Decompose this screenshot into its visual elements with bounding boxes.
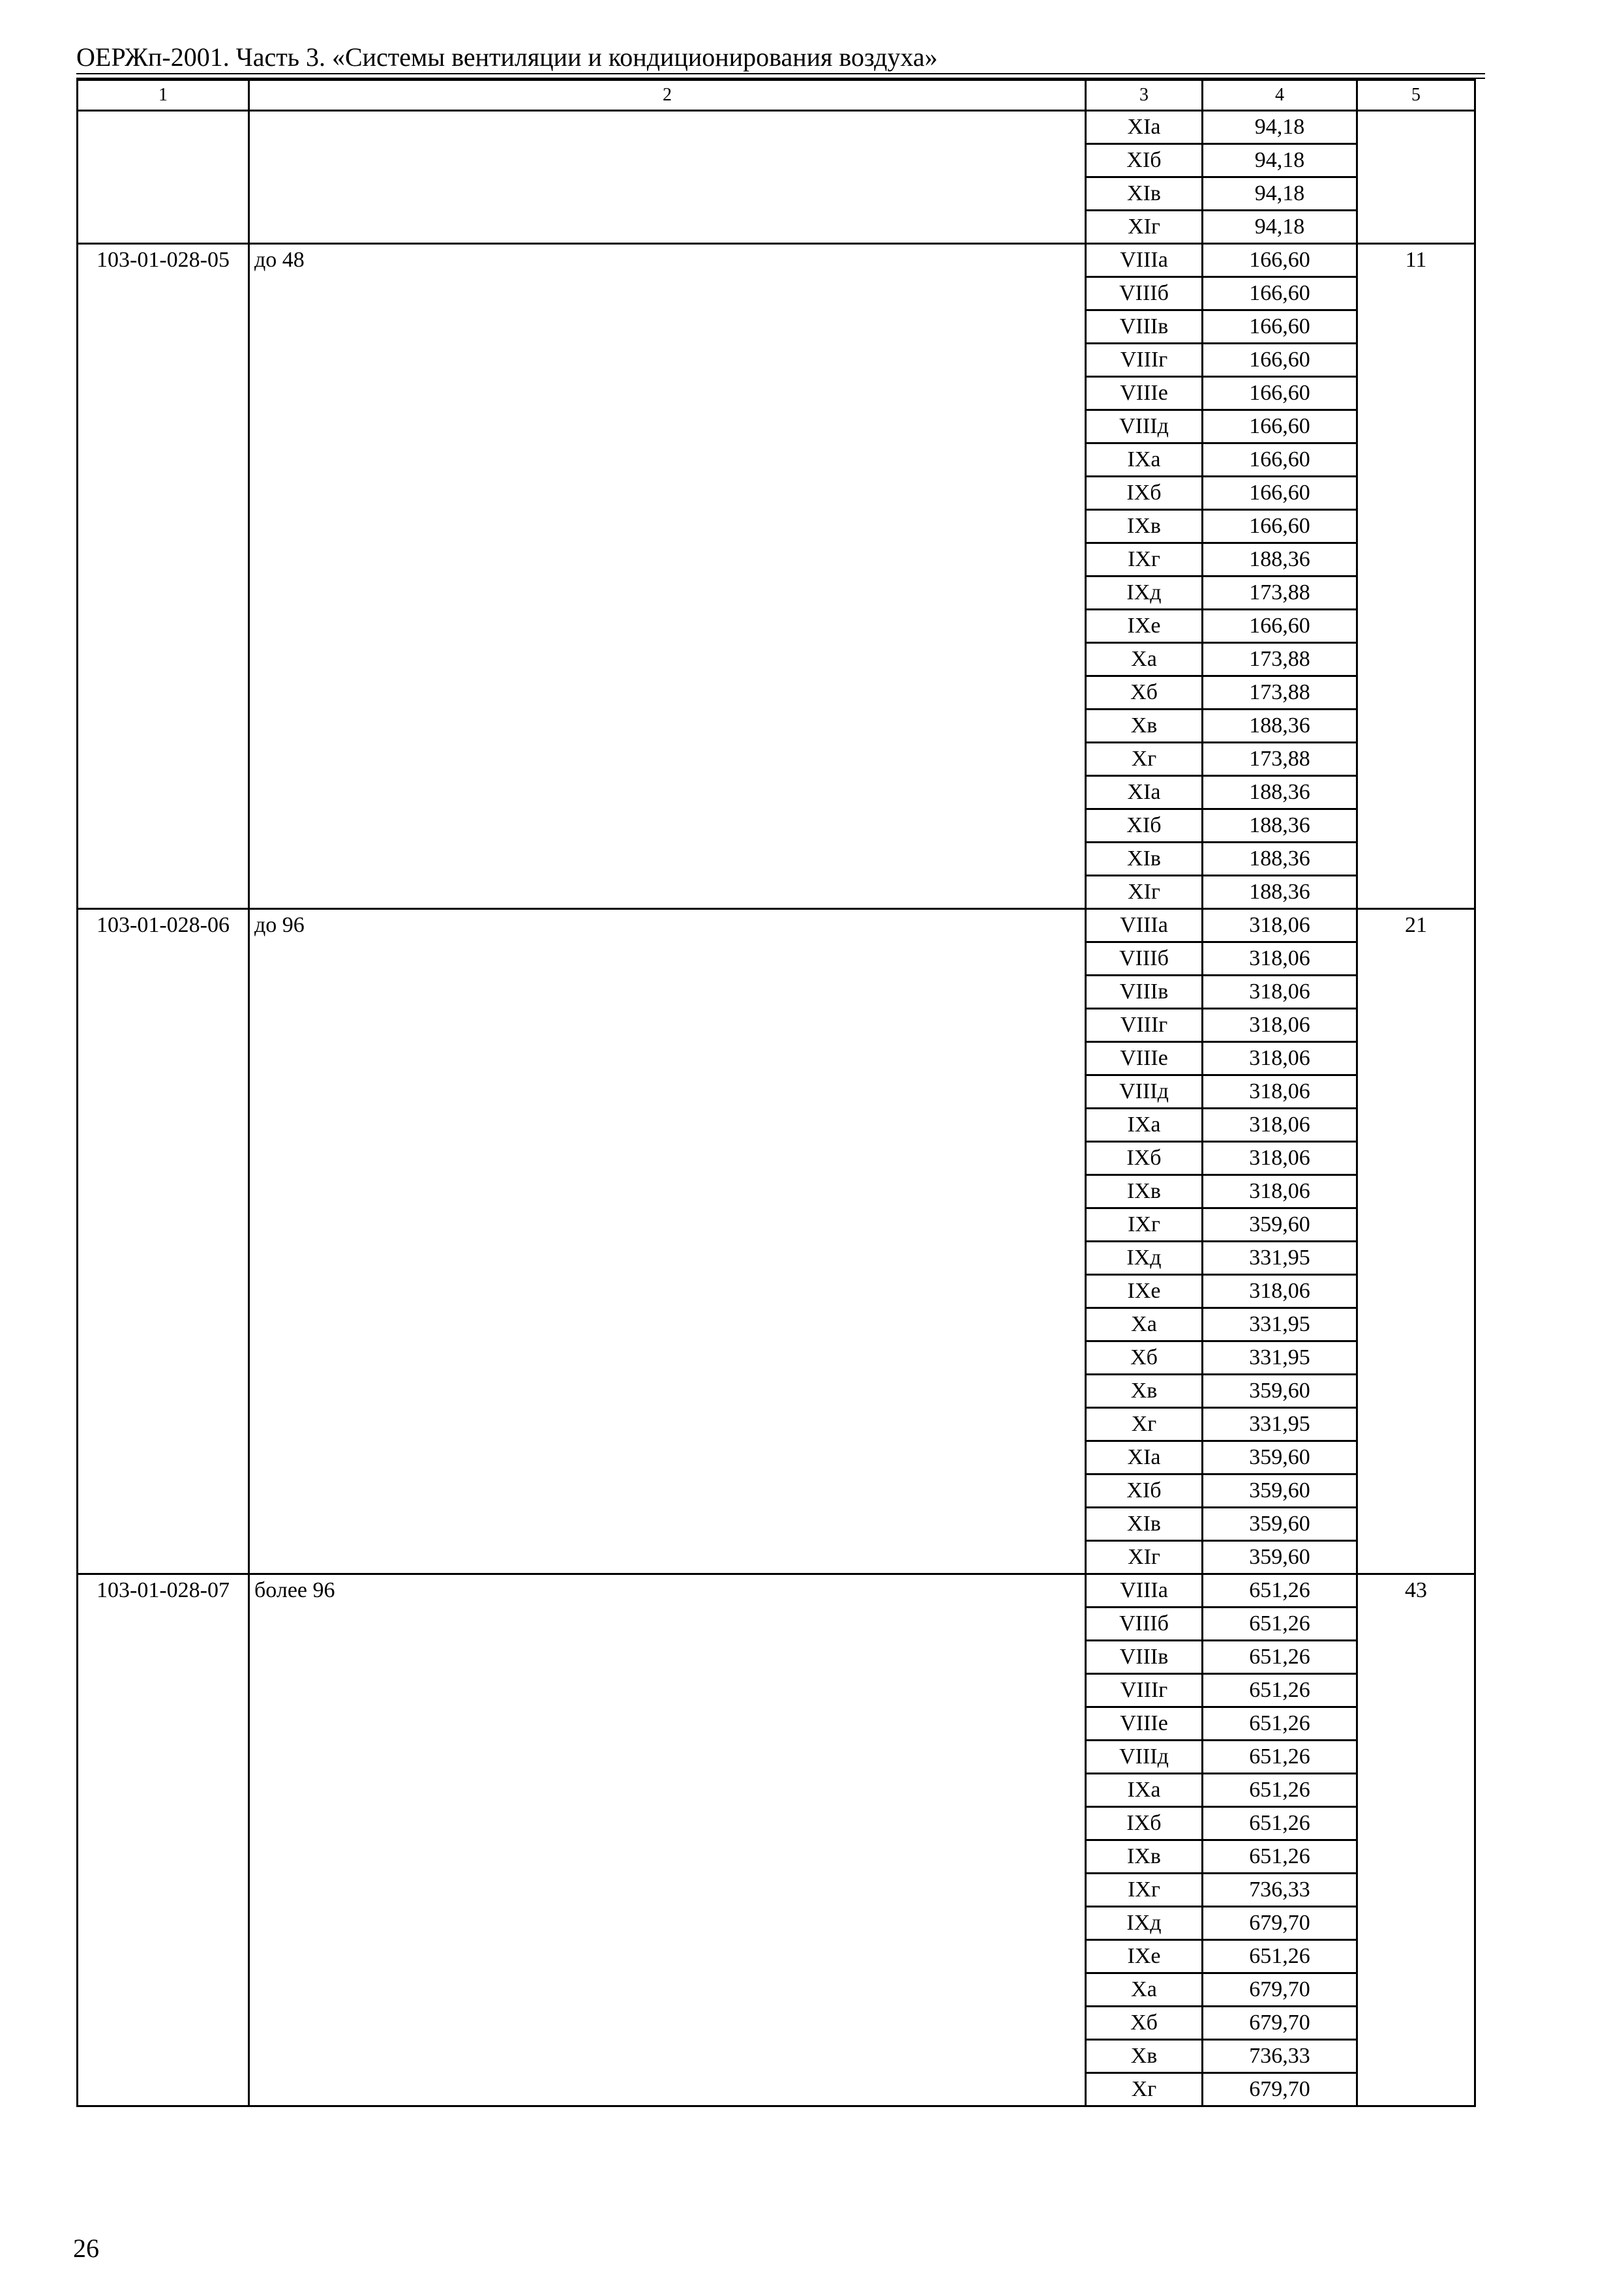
zone-cell: VIIIг xyxy=(1086,1674,1203,1707)
price-cell: 651,26 xyxy=(1203,1774,1357,1807)
price-cell: 318,06 xyxy=(1203,1275,1357,1308)
price-cell: 651,26 xyxy=(1203,1741,1357,1774)
price-cell: 166,60 xyxy=(1203,443,1357,477)
price-cell: 318,06 xyxy=(1203,976,1357,1009)
price-cell: 331,95 xyxy=(1203,1341,1357,1375)
price-cell: 736,33 xyxy=(1203,1874,1357,1907)
price-cell: 679,70 xyxy=(1203,2073,1357,2106)
zone-cell: VIIIв xyxy=(1086,310,1203,344)
price-cell: 318,06 xyxy=(1203,1175,1357,1208)
column5-value-cell: 11 xyxy=(1357,244,1475,909)
zone-cell: IXв xyxy=(1086,1840,1203,1874)
price-cell: 651,26 xyxy=(1203,1674,1357,1707)
price-cell: 736,33 xyxy=(1203,2040,1357,2073)
price-cell: 188,36 xyxy=(1203,843,1357,876)
zone-cell: XIа xyxy=(1086,776,1203,809)
zone-cell: Xв xyxy=(1086,710,1203,743)
price-cell: 679,70 xyxy=(1203,1907,1357,1940)
price-cell: 166,60 xyxy=(1203,277,1357,310)
column-header: 2 xyxy=(249,80,1086,111)
price-cell: 173,88 xyxy=(1203,576,1357,610)
price-cell: 188,36 xyxy=(1203,876,1357,909)
zone-cell: VIIIв xyxy=(1086,976,1203,1009)
zone-cell: IXг xyxy=(1086,543,1203,576)
price-cell: 166,60 xyxy=(1203,410,1357,443)
zone-cell: VIIIг xyxy=(1086,1009,1203,1042)
zone-cell: IXа xyxy=(1086,1109,1203,1142)
price-cell: 679,70 xyxy=(1203,1973,1357,2007)
zone-cell: XIв xyxy=(1086,177,1203,211)
price-cell: 359,60 xyxy=(1203,1441,1357,1474)
zone-cell: XIб xyxy=(1086,809,1203,843)
column-header: 1 xyxy=(78,80,249,111)
price-cell: 359,60 xyxy=(1203,1474,1357,1508)
price-cell: 173,88 xyxy=(1203,643,1357,676)
zone-cell: Xг xyxy=(1086,2073,1203,2106)
price-cell: 166,60 xyxy=(1203,510,1357,543)
zone-cell: IXв xyxy=(1086,1175,1203,1208)
zone-cell: IXе xyxy=(1086,1275,1203,1308)
zone-cell: VIIIе xyxy=(1086,1707,1203,1741)
price-cell: 188,36 xyxy=(1203,710,1357,743)
price-cell: 359,60 xyxy=(1203,1375,1357,1408)
price-cell: 679,70 xyxy=(1203,2007,1357,2040)
price-cell: 166,60 xyxy=(1203,344,1357,377)
column5-value-cell xyxy=(1357,111,1475,244)
zone-cell: XIг xyxy=(1086,876,1203,909)
column5-value-cell: 43 xyxy=(1357,1574,1475,2106)
zone-cell: VIIIд xyxy=(1086,1075,1203,1109)
zone-cell: VIIIе xyxy=(1086,377,1203,410)
zone-cell: IXб xyxy=(1086,1142,1203,1175)
zone-cell: XIв xyxy=(1086,1508,1203,1541)
zone-cell: VIIIа xyxy=(1086,1574,1203,1608)
item-code-cell: 103-01-028-06 xyxy=(78,909,249,1574)
zone-cell: VIIIг xyxy=(1086,344,1203,377)
zone-cell: Xа xyxy=(1086,1308,1203,1341)
zone-cell: XIа xyxy=(1086,1441,1203,1474)
column-header: 5 xyxy=(1357,80,1475,111)
price-cell: 318,06 xyxy=(1203,1109,1357,1142)
price-cell: 331,95 xyxy=(1203,1242,1357,1275)
zone-cell: IXв xyxy=(1086,510,1203,543)
zone-cell: IXб xyxy=(1086,1807,1203,1840)
zone-cell: IXб xyxy=(1086,477,1203,510)
table-row xyxy=(78,111,1475,144)
column5-value-cell: 21 xyxy=(1357,909,1475,1574)
rates-table xyxy=(76,79,1476,2107)
table-row xyxy=(78,909,1475,942)
zone-cell: XIб xyxy=(1086,144,1203,177)
zone-cell: Xв xyxy=(1086,1375,1203,1408)
price-cell: 651,26 xyxy=(1203,1574,1357,1608)
page-header-title: ОЕРЖп-2001. Часть 3. «Системы вентиляции и кондиционирования воздуха» xyxy=(76,42,938,72)
zone-cell: IXд xyxy=(1086,576,1203,610)
price-cell: 94,18 xyxy=(1203,211,1357,244)
price-cell: 359,60 xyxy=(1203,1541,1357,1574)
price-cell: 173,88 xyxy=(1203,743,1357,776)
price-cell: 318,06 xyxy=(1203,942,1357,976)
zone-cell: Xа xyxy=(1086,1973,1203,2007)
price-cell: 318,06 xyxy=(1203,1042,1357,1075)
price-cell: 188,36 xyxy=(1203,543,1357,576)
price-cell: 188,36 xyxy=(1203,776,1357,809)
page-number: 26 xyxy=(73,2234,99,2263)
price-cell: 331,95 xyxy=(1203,1308,1357,1341)
price-cell: 318,06 xyxy=(1203,1142,1357,1175)
item-description-cell: до 96 xyxy=(249,909,1086,1574)
price-cell: 651,26 xyxy=(1203,1940,1357,1973)
zone-cell: XIг xyxy=(1086,1541,1203,1574)
table-row xyxy=(78,1574,1475,1608)
zone-cell: VIIIа xyxy=(1086,909,1203,942)
price-cell: 166,60 xyxy=(1203,477,1357,510)
price-cell: 166,60 xyxy=(1203,377,1357,410)
zone-cell: VIIIв xyxy=(1086,1641,1203,1674)
price-cell: 94,18 xyxy=(1203,177,1357,211)
price-cell: 651,26 xyxy=(1203,1641,1357,1674)
zone-cell: Xб xyxy=(1086,2007,1203,2040)
price-cell: 166,60 xyxy=(1203,244,1357,277)
zone-cell: XIа xyxy=(1086,111,1203,144)
price-cell: 94,18 xyxy=(1203,144,1357,177)
zone-cell: VIIIб xyxy=(1086,1608,1203,1641)
price-cell: 166,60 xyxy=(1203,310,1357,344)
price-cell: 173,88 xyxy=(1203,676,1357,710)
column-number-row xyxy=(78,80,1475,111)
zone-cell: VIIIе xyxy=(1086,1042,1203,1075)
zone-cell: Xг xyxy=(1086,1408,1203,1441)
price-cell: 318,06 xyxy=(1203,909,1357,942)
zone-cell: IXд xyxy=(1086,1242,1203,1275)
rates-table-body xyxy=(78,80,1475,2106)
item-description-cell: до 48 xyxy=(249,244,1086,909)
header-rule xyxy=(76,73,1485,74)
zone-cell: Xб xyxy=(1086,1341,1203,1375)
price-cell: 651,26 xyxy=(1203,1807,1357,1840)
zone-cell: Xа xyxy=(1086,643,1203,676)
zone-cell: XIб xyxy=(1086,1474,1203,1508)
zone-cell: XIг xyxy=(1086,211,1203,244)
column-header: 4 xyxy=(1203,80,1357,111)
zone-cell: Xг xyxy=(1086,743,1203,776)
zone-cell: IXа xyxy=(1086,443,1203,477)
price-cell: 166,60 xyxy=(1203,610,1357,643)
price-cell: 94,18 xyxy=(1203,111,1357,144)
price-cell: 651,26 xyxy=(1203,1608,1357,1641)
zone-cell: VIIIд xyxy=(1086,410,1203,443)
table-row xyxy=(78,244,1475,277)
price-cell: 359,60 xyxy=(1203,1508,1357,1541)
zone-cell: XIв xyxy=(1086,843,1203,876)
price-cell: 188,36 xyxy=(1203,809,1357,843)
zone-cell: Xб xyxy=(1086,676,1203,710)
price-cell: 651,26 xyxy=(1203,1840,1357,1874)
price-cell: 359,60 xyxy=(1203,1208,1357,1242)
item-code-cell: 103-01-028-05 xyxy=(78,244,249,909)
zone-cell: VIIIб xyxy=(1086,277,1203,310)
item-description-cell xyxy=(249,111,1086,244)
zone-cell: IXд xyxy=(1086,1907,1203,1940)
column-header: 3 xyxy=(1086,80,1203,111)
item-code-cell: 103-01-028-07 xyxy=(78,1574,249,2106)
price-cell: 318,06 xyxy=(1203,1075,1357,1109)
price-cell: 651,26 xyxy=(1203,1707,1357,1741)
item-description-cell: более 96 xyxy=(249,1574,1086,2106)
zone-cell: IXг xyxy=(1086,1874,1203,1907)
zone-cell: VIIIб xyxy=(1086,942,1203,976)
zone-cell: IXг xyxy=(1086,1208,1203,1242)
zone-cell: IXе xyxy=(1086,1940,1203,1973)
zone-cell: IXе xyxy=(1086,610,1203,643)
price-cell: 331,95 xyxy=(1203,1408,1357,1441)
price-cell: 318,06 xyxy=(1203,1009,1357,1042)
item-code-cell xyxy=(78,111,249,244)
zone-cell: VIIIа xyxy=(1086,244,1203,277)
zone-cell: IXа xyxy=(1086,1774,1203,1807)
zone-cell: Xв xyxy=(1086,2040,1203,2073)
zone-cell: VIIIд xyxy=(1086,1741,1203,1774)
